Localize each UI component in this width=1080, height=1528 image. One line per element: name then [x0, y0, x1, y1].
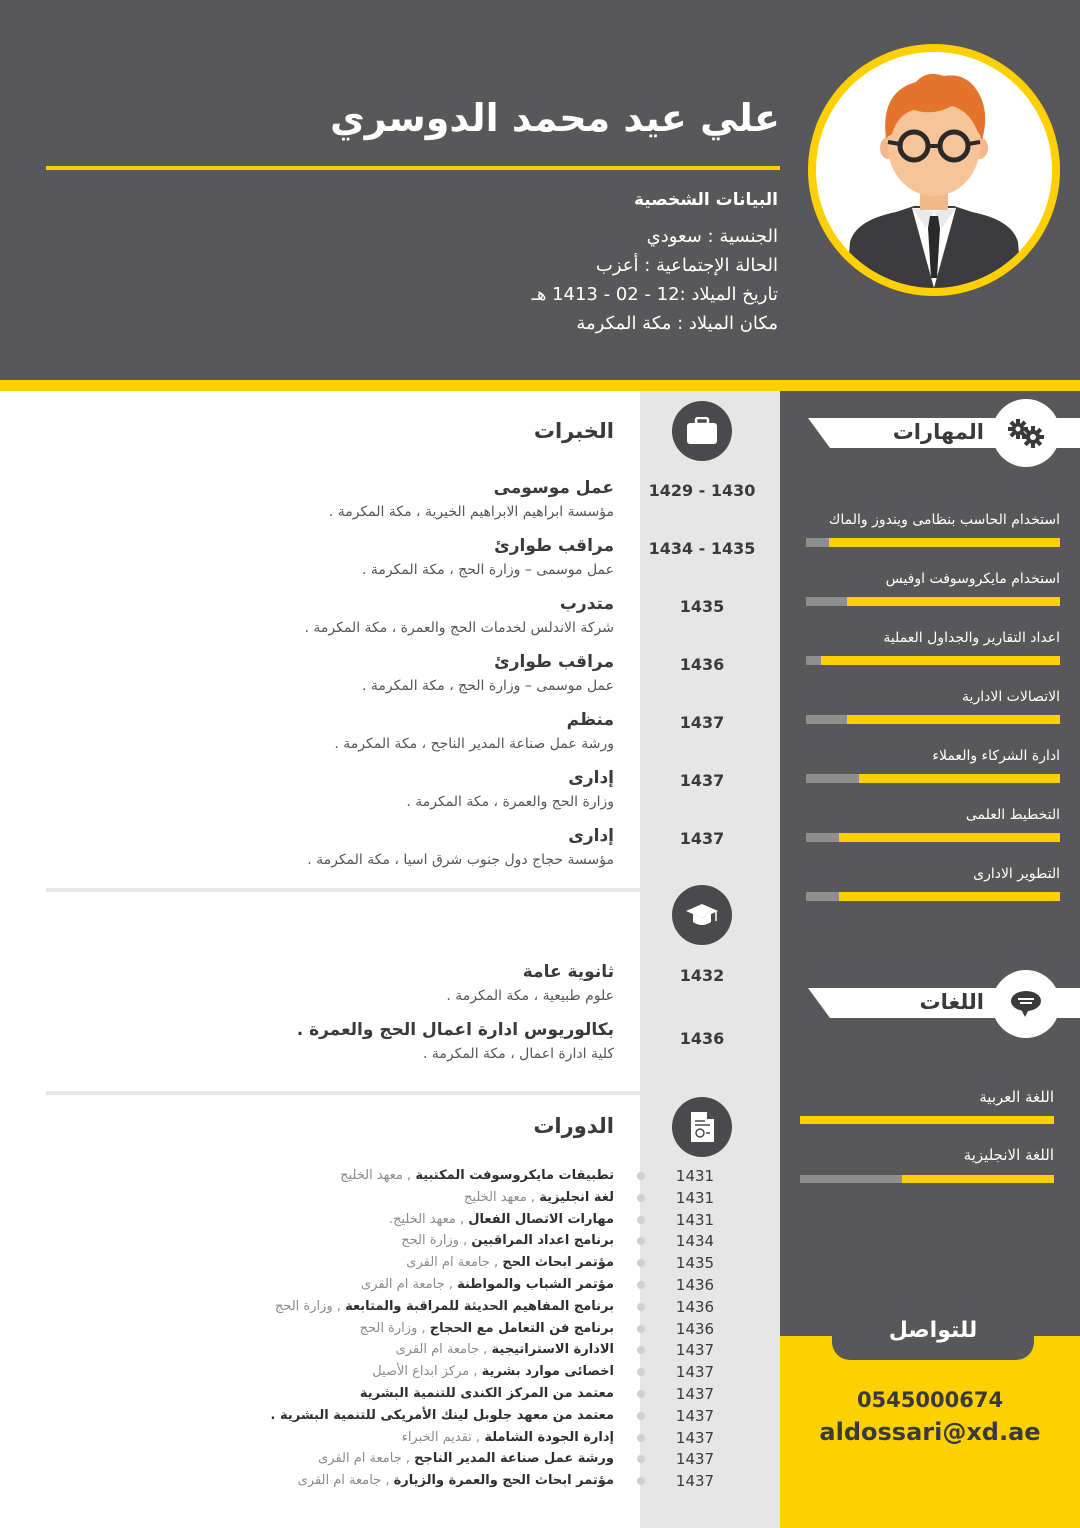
course-year: 1436 [675, 1320, 715, 1338]
skill-label: اعداد التقارير والجداول العملية [883, 630, 1060, 646]
languages-title: اللغات [919, 990, 984, 1014]
skill-label: ادارة الشركاء والعملاء [932, 748, 1060, 764]
skill-bar [806, 833, 1060, 842]
language-bar [800, 1116, 1054, 1124]
education-detail: علوم طبيعية ، مكة المكرمة . [446, 988, 614, 1004]
experience-title: الخبرات [533, 419, 614, 443]
course-name: مهارات الاتصال الفعال [468, 1212, 614, 1227]
experience-org: وزارة الحج والعمرة ، مكة المكرمة . [406, 794, 614, 810]
course-year: 1436 [675, 1298, 715, 1316]
course-bullet [637, 1346, 645, 1354]
skill-label: استخدام مايكروسوفت اوفيس [885, 571, 1060, 587]
experience-date: 1436 [679, 655, 725, 674]
header-accent-stripe [0, 380, 1080, 391]
course-entry [401, 1230, 614, 1252]
course-provider: , جامعة ام القرى [361, 1277, 458, 1292]
course-name: برنامج المفاهيم الحديثة للمراقبة والمتابعة [345, 1299, 614, 1314]
course-provider: , معهد الخليج [340, 1168, 416, 1183]
personal-info-list [532, 222, 778, 338]
personal-nationality: الجنسية : سعودي [646, 226, 778, 247]
experience-date: 1435 [679, 597, 725, 616]
experience-org: شركة الاندلس لخدمات الحج والعمرة ، مكة المكرمة . [304, 620, 614, 636]
course-year: 1437 [675, 1385, 715, 1403]
course-provider: , تقديم الخبراء [401, 1430, 485, 1445]
personal-birth-place: مكان الميلاد : مكة المكرمة [576, 313, 778, 334]
course-provider: , وزارة الحج [274, 1299, 346, 1314]
personal-info-heading: البيانات الشخصية [633, 190, 778, 210]
course-bullet [637, 1194, 645, 1202]
experience-org: عمل موسمى – وزارة الحج ، مكة المكرمة . [361, 562, 614, 578]
course-year: 1431 [675, 1211, 715, 1229]
course-entry [298, 1470, 614, 1492]
skill-bar-fill [847, 715, 1060, 724]
graduation-cap-icon [672, 885, 732, 945]
course-year: 1437 [675, 1429, 715, 1447]
experience-org: عمل موسمى – وزارة الحج ، مكة المكرمة . [361, 678, 614, 694]
course-provider: , جامعة ام القرى [297, 1473, 394, 1488]
course-bullet [637, 1216, 645, 1224]
course-entry [360, 1318, 614, 1340]
experience-date: 1429 - 1430 [648, 481, 756, 500]
course-bullet [637, 1412, 645, 1420]
course-entry [360, 1383, 614, 1405]
speech-bubble-icon [992, 970, 1060, 1038]
course-provider: , معهد الخليج. [388, 1212, 469, 1227]
avatar [816, 52, 1052, 288]
course-entry [271, 1405, 615, 1427]
course-bullet [637, 1172, 645, 1180]
course-bullet [637, 1303, 645, 1311]
course-entry [318, 1448, 614, 1470]
course-entry [340, 1165, 614, 1187]
skills-title: المهارات [892, 420, 984, 444]
experience-org: مؤسسة ابراهيم الابراهيم الخيرية ، مكة المكرمة . [328, 504, 614, 520]
experience-role: مراقب طوارئ [494, 652, 614, 672]
language-bar-fill [800, 1116, 1054, 1124]
course-bullet [637, 1477, 645, 1485]
course-entry [396, 1339, 615, 1361]
skill-label: الاتصالات الادارية [962, 689, 1060, 705]
course-name: مؤتمر الشباب والمواطنة [457, 1277, 614, 1292]
course-provider: , وزارة الحج [359, 1321, 430, 1336]
course-name: معتمد من معهد جلوبل لينك الأمريكى للتنمية البشرية . [270, 1408, 614, 1423]
avatar-illustration [816, 52, 1052, 288]
skill-bar-fill [829, 538, 1060, 547]
course-year: 1437 [675, 1407, 715, 1425]
course-name: إدارة الجودة الشاملة [484, 1430, 614, 1445]
language-label: اللغة الانجليزية [963, 1146, 1054, 1164]
experience-role: إدارى [568, 768, 614, 788]
course-bullet [637, 1434, 645, 1442]
contact-phone[interactable]: 0545000674 [856, 1388, 1004, 1412]
education-degree: بكالوريوس ادارة اعمال الحج والعمرة . [296, 1020, 614, 1040]
course-year: 1437 [675, 1472, 715, 1490]
section-divider [46, 888, 640, 892]
experience-org: مؤسسة حجاج دول جنوب شرق اسيا ، مكة المكرمة . [307, 852, 614, 868]
skill-label: استخدام الحاسب بنظامى ويندوز والماك [828, 512, 1060, 528]
course-name: معتمد من المركز الكندى للتنمية البشرية [359, 1386, 614, 1401]
course-year: 1436 [675, 1276, 715, 1294]
experience-role: عمل موسومى [493, 478, 614, 498]
name-underline [46, 166, 780, 170]
skill-bar [806, 892, 1060, 901]
course-provider: , جامعة ام القرى [395, 1342, 492, 1357]
experience-date: 1437 [679, 713, 725, 732]
course-entry [275, 1296, 614, 1318]
course-name: برنامج فن التعامل مع الحجاج [429, 1321, 614, 1336]
contact-email[interactable]: aldossari@xd.ae [819, 1418, 1041, 1446]
skill-bar-fill [839, 833, 1060, 842]
course-entry [406, 1252, 614, 1274]
course-bullet [637, 1455, 645, 1463]
contact-title: للتواصل [888, 1318, 978, 1343]
course-bullet [637, 1259, 645, 1267]
skill-bar [806, 774, 1060, 783]
experience-org: ورشة عمل صناعة المدير الناجح ، مكة المكرمة . [334, 736, 614, 752]
education-date: 1432 [679, 966, 725, 985]
experience-date: 1434 - 1435 [648, 539, 756, 558]
course-bullet [637, 1390, 645, 1398]
experience-date: 1437 [679, 829, 725, 848]
person-name: علي عيد محمد الدوسري [329, 96, 780, 140]
course-entry [402, 1427, 614, 1449]
section-divider [46, 1091, 640, 1095]
course-bullet [637, 1368, 645, 1376]
course-name: ورشة عمل صناعة المدير الناجح [414, 1451, 614, 1466]
courses-title: الدورات [533, 1114, 614, 1138]
course-entry [372, 1361, 614, 1383]
education-degree: ثانوية عامة [522, 962, 614, 982]
course-year: 1437 [675, 1450, 715, 1468]
certificate-icon [672, 1097, 732, 1157]
course-name: مؤتمر ابحاث الحج والعمرة والزيارة [393, 1473, 614, 1488]
course-name: برنامج اعداد المراقبين [471, 1233, 614, 1248]
personal-marital-status: الحالة الإجتماعية : أعزب [595, 255, 778, 276]
course-name: مؤتمر ابحاث الحج [502, 1255, 614, 1270]
course-year: 1431 [675, 1189, 715, 1207]
course-provider: , جامعة ام القرى [318, 1451, 415, 1466]
personal-birth-date: تاريخ الميلاد :12 - 02 - 1413 هـ [531, 284, 778, 305]
course-provider: , جامعة ام القرى [406, 1255, 503, 1270]
course-year: 1431 [675, 1167, 715, 1185]
experience-role: مراقب طوارئ [494, 536, 614, 556]
skill-bar-fill [839, 892, 1060, 901]
course-year: 1437 [675, 1341, 715, 1359]
course-bullet [637, 1281, 645, 1289]
course-provider: , وزارة الحج [401, 1233, 472, 1248]
skill-bar [806, 538, 1060, 547]
skill-label: التطوير الادارى [973, 866, 1060, 882]
course-bullet [637, 1237, 645, 1245]
education-detail: كلية ادارة اعمال ، مكة المكرمة . [422, 1046, 614, 1062]
experience-date: 1437 [679, 771, 725, 790]
skill-bar-fill [821, 656, 1060, 665]
course-year: 1435 [675, 1254, 715, 1272]
skill-bar [806, 715, 1060, 724]
skill-label: التخطيط العلمى [965, 807, 1060, 823]
course-provider: , معهد الخليج [464, 1190, 540, 1205]
skill-bar-fill [847, 597, 1060, 606]
course-entry [361, 1274, 614, 1296]
experience-role: متدرب [559, 594, 614, 614]
experience-role: منظم [566, 710, 614, 730]
course-entry [464, 1187, 614, 1209]
course-name: اخصائى موارد بشرية [481, 1364, 614, 1379]
briefcase-icon [672, 401, 732, 461]
skill-bar [806, 597, 1060, 606]
skill-bar-fill [859, 774, 1060, 783]
course-name: الادارة الاستراتيجية [491, 1342, 614, 1357]
course-entry [389, 1209, 614, 1231]
education-date: 1436 [679, 1029, 725, 1048]
gears-icon [992, 399, 1060, 467]
course-name: لغة انجليزية [539, 1190, 614, 1205]
language-label: اللغة العربية [979, 1088, 1054, 1106]
course-bullet [637, 1325, 645, 1333]
skill-bar [806, 656, 1060, 665]
course-year: 1437 [675, 1363, 715, 1381]
course-name: تطبيقات مايكروسوفت المكتبية [415, 1168, 614, 1183]
course-provider: , مركز ابداع الأصيل [372, 1364, 482, 1379]
course-year: 1434 [675, 1232, 715, 1250]
experience-role: إدارى [568, 826, 614, 846]
language-bar-fill [902, 1175, 1054, 1183]
language-bar [800, 1175, 1054, 1183]
